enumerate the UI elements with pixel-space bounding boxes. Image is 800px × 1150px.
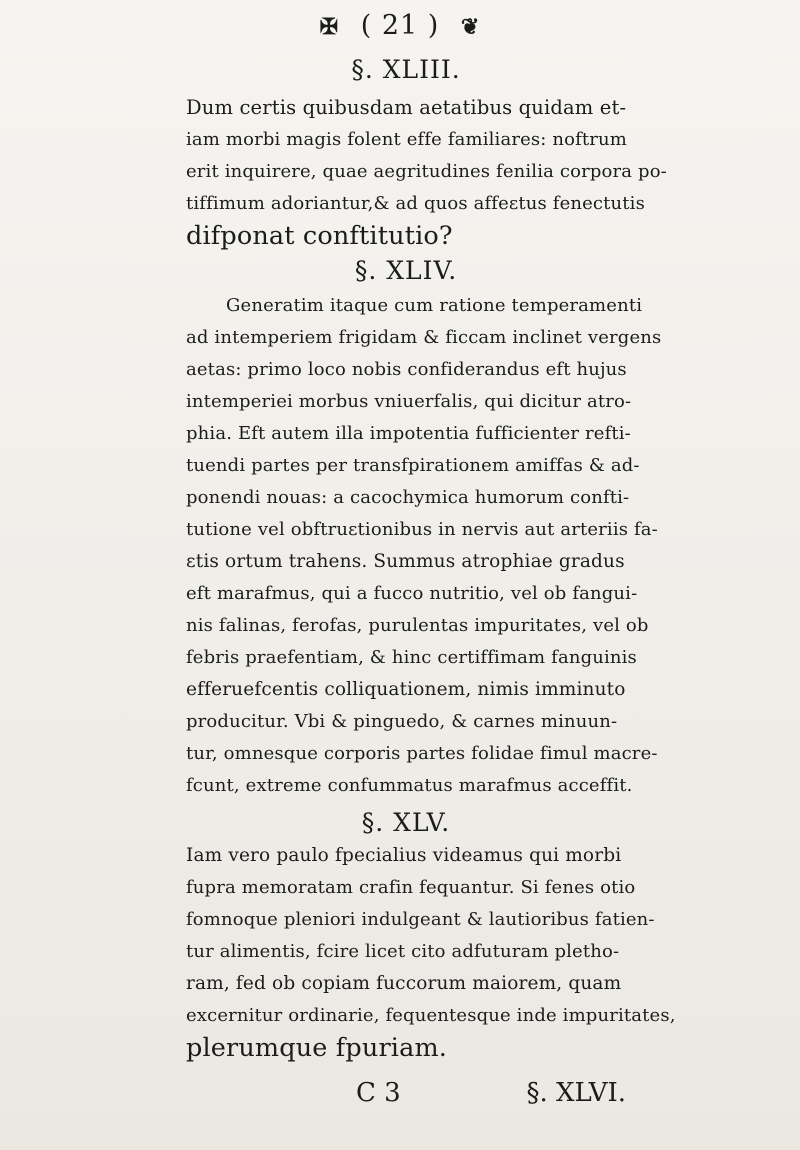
text-line: fcunt, extreme confummatus marafmus acceffit. [186,775,633,796]
text-line: ɛtis ortum trahens. Summus atrophiae gradus [186,551,625,572]
text-line: tiffimum adoriantur,& ad quos affeɛtus fenectutis [186,193,645,214]
catchword: §. XLVI. [526,1078,626,1108]
text-line: excernitur ordinarie, fequentesque inde impuritates, [186,1005,676,1026]
page-number: ( 21 ) [360,10,440,41]
text-line: Dum certis quibusdam aetatibus quidam et- [186,96,627,119]
section-heading: §. XLIII. [351,55,461,84]
text-line: tur alimentis, fcire licet cito adfuturam pletho- [186,941,620,962]
text-line: tuendi partes per transfpirationem amiffas & ad- [186,455,640,476]
text-line: tutione vel obftruɛtionibus in nervis aut arteriis fa- [186,519,658,540]
signature-mark: C 3 [356,1078,401,1108]
text-line: Generatim itaque cum ratione temperamenti [226,295,643,316]
text-line: Iam vero paulo fpecialius videamus qui morbi [186,845,622,866]
text-line: febris praefentiam, & hinc certiffimam fanguinis [186,647,637,668]
text-line: iam morbi magis folent effe familiares: noftrum [186,129,628,150]
text-line: fomnoque pleniori indulgeant & lautioribus fatien- [186,909,655,930]
section-heading: §. XLIV. [354,256,458,285]
text-line: producitur. Vbi & pinguedo, & carnes minuun- [186,711,618,732]
text-line: eft marafmus, qui a fucco nutritio, vel ob fangui- [186,583,638,604]
running-header [0,10,800,41]
text-line: efferuefcentis colliquationem, nimis imminuto [186,679,626,700]
right-ornament-icon: ❦ [460,14,481,40]
text-line: plerumque fpuriam. [186,1033,448,1063]
left-ornament-icon: ✠ [319,14,340,40]
text-line: ram, fed ob copiam fuccorum maiorem, quam [186,973,622,994]
text-line: ponendi nouas: a cacochymica humorum confti- [186,487,630,508]
text-line: erit inquirere, quae aegritudines fenilia corpora po- [186,161,667,182]
section-heading: §. XLV. [361,808,451,837]
text-line: aetas: primo loco nobis confiderandus eft hujus [186,359,627,380]
text-line: nis falinas, ferofas, purulentas impuritates, vel ob [186,615,649,636]
text-line: tur, omnesque corporis partes folidae fimul macre- [186,743,658,764]
text-line: phia. Eft autem illa impotentia fufficienter refti- [186,423,631,444]
text-line: fupra memoratam crafin fequantur. Si fenes otio [186,877,636,898]
text-line: ad intemperiem frigidam & ficcam inclinet vergens [186,327,662,348]
text-line: difponat conftitutio? [186,221,453,251]
text-line: intemperiei morbus vniuerfalis, qui dicitur atro- [186,391,632,412]
